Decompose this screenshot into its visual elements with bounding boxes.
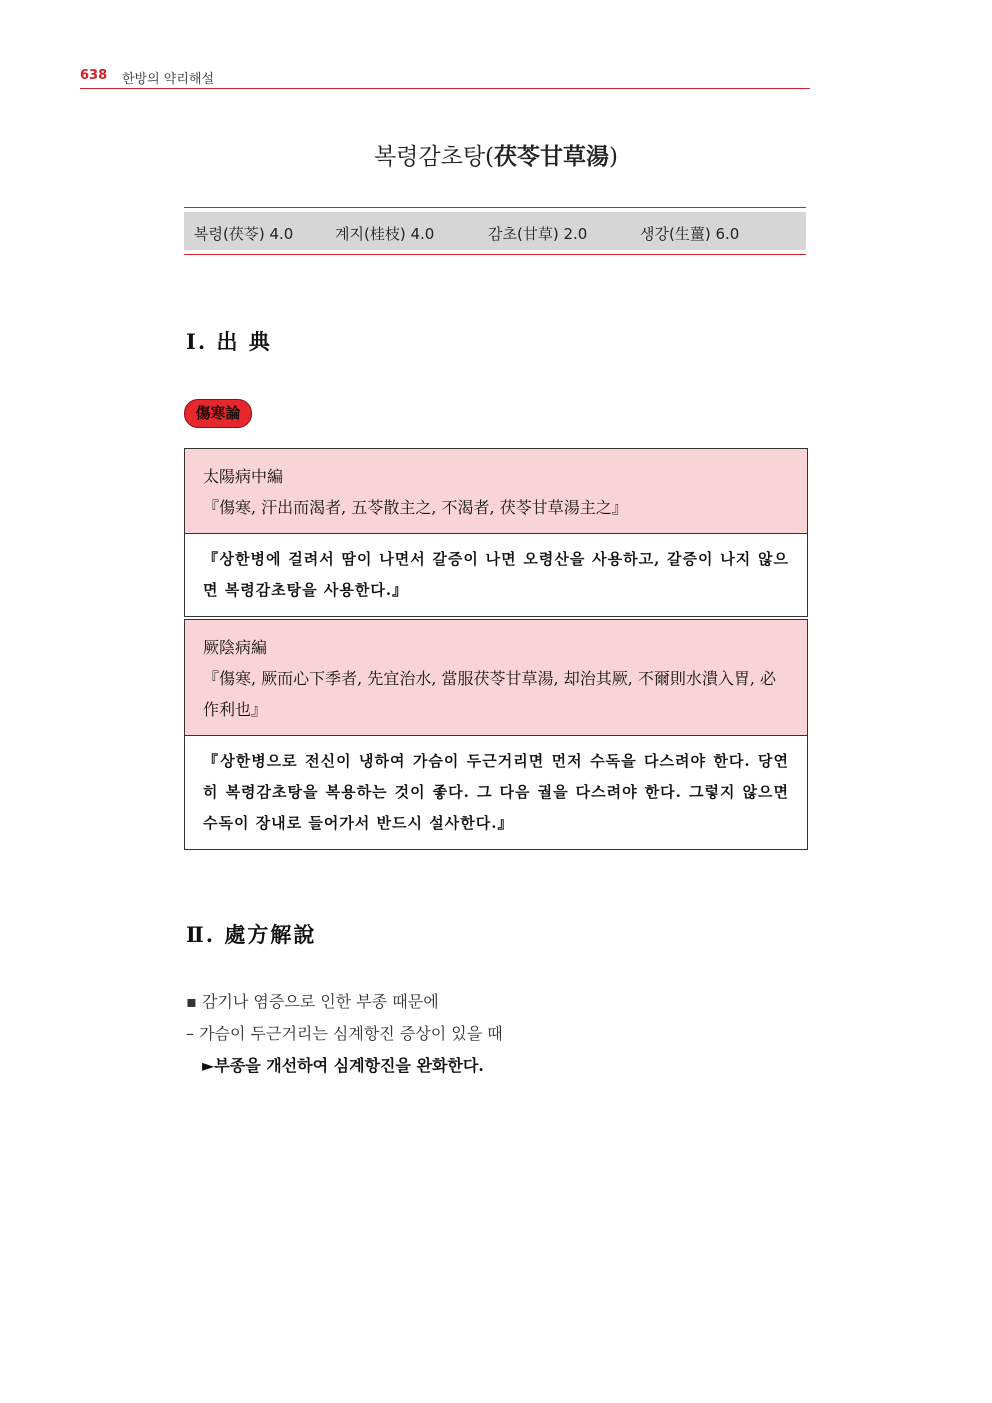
page-number: 638 [80,68,108,83]
list-item-result: ►부종을 개선하여 심계항진을 완화한다. [202,1056,484,1075]
section-heading-sources: Ⅰ. 出 典 [186,329,272,354]
section-heading-explanation: Ⅱ. 處方解說 [186,922,317,947]
quote-box [184,619,808,850]
ingredient-item: 생강(生薑) 6.0 [640,225,740,243]
quote-classical-text: 『傷寒, 汗出而渴者, 五苓散主之, 不渴者, 茯苓甘草湯主之』 [203,498,628,517]
ingredient-item: 감초(甘草) 2.0 [488,225,588,243]
title-close: ) [609,144,619,170]
quote-classical-block [185,620,807,736]
list-item: ▪ 감기나 염증으로 인한 부종 때문에 [186,992,439,1011]
list-item: – 가슴이 두근거리는 심계항진 증상이 있을 때 [186,1024,503,1043]
page-header [80,66,810,89]
source-badge: 傷寒論 [184,399,252,428]
quote-translation: 『상한병으로 전신이 냉하여 가슴이 두근거리면 먼저 수독을 다스려야 한다. 당연히 복령감초탕을 복용하는 것이 좋다. 그 다음 궐을 다스려야 한다. 그렇지 않으면 수독이 장내로 들어가서 반드시 설사한다.』 [185,736,807,849]
quote-classical-text: 『傷寒, 厥而心下季者, 先宜治水, 當服茯苓甘草湯, 却治其厥, 不爾則水潰入胃, 必作利也』 [203,669,777,719]
quote-box [184,448,808,617]
book-title: 한방의 약리해설 [122,72,215,87]
title-hanja: 茯苓甘草湯 [494,143,610,170]
explanation-list [186,986,503,1082]
quote-translation: 『상한병에 걸려서 땀이 나면서 갈증이 나면 오령산을 사용하고, 갈증이 나지 않으면 복령감초탕을 사용한다.』 [185,534,807,616]
prescription-title [0,138,992,171]
quote-chapter: 厥陰病編 [203,638,268,657]
ingredients-bar [184,207,806,255]
title-korean: 복령감초탕( [373,144,495,170]
quote-classical-block [185,449,807,534]
ingredient-item: 계지(桂枝) 4.0 [335,225,435,243]
quote-chapter: 太陽病中編 [203,467,284,486]
ingredient-item: 복령(茯苓) 4.0 [194,225,294,243]
